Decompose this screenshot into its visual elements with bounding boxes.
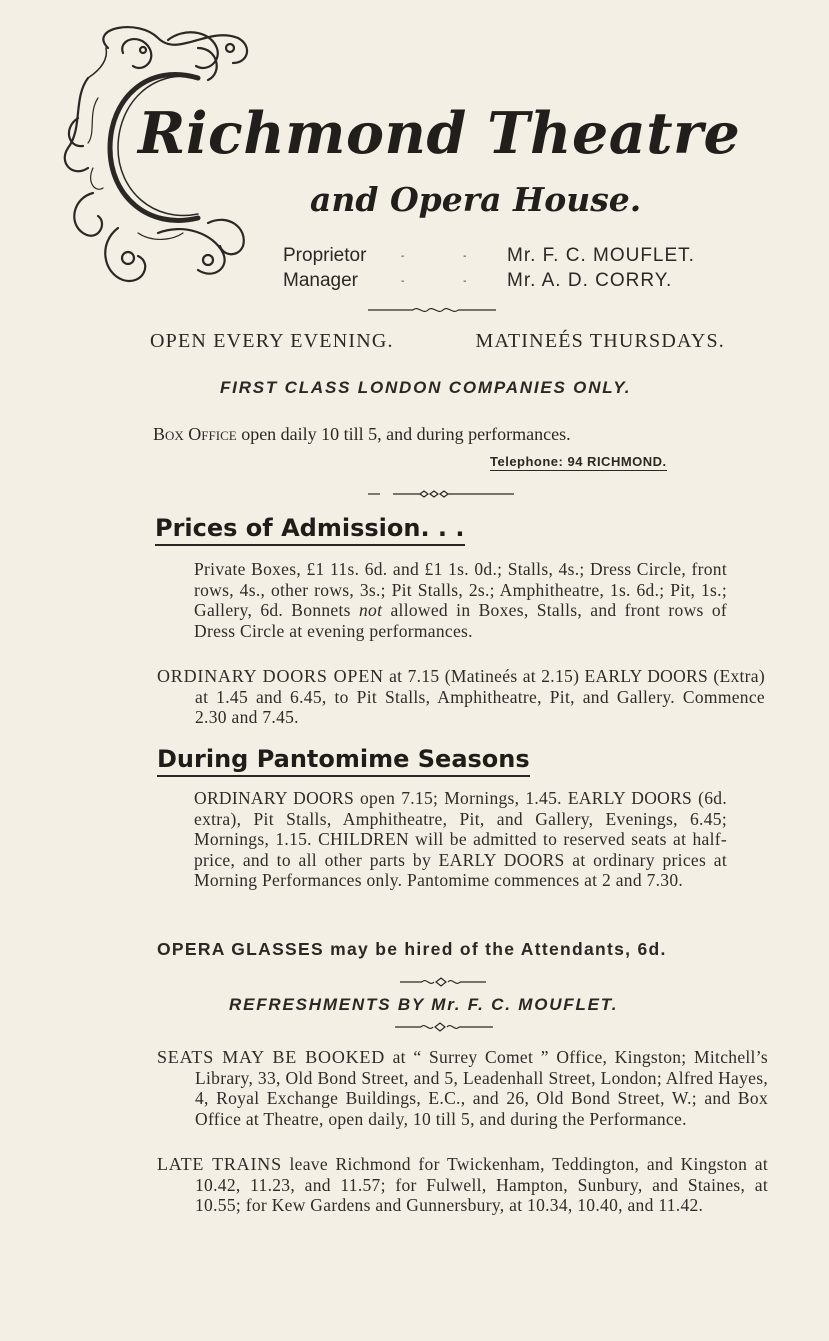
prices-heading: Prices of Admission. . . bbox=[155, 514, 465, 546]
staff-separator: - - bbox=[401, 276, 495, 287]
staff-role: Manager bbox=[283, 270, 358, 291]
booking-text: at “ Surrey Comet ” Office, Kingston; Mitchell’s Library, 33, Old Bond Street, and 5, Leadenhall Street, London; Alfred Hayes, 4, Royal Exchange Buildings, E.C., and 26, Old Bond Street, W.; and Box Office at Theatre, open daily, 10 till 5, and during the Performance. bbox=[195, 1047, 768, 1129]
staff-separator: - - bbox=[401, 251, 495, 262]
doors-paragraph bbox=[157, 666, 765, 728]
staff-name: Mr. A. D. CORRY. bbox=[507, 270, 673, 291]
open-evening-text: OPEN EVERY EVENING. bbox=[150, 330, 394, 352]
trains-text: leave Richmond for Twickenham, Teddington, and Kingston at 10.42, 11.23, and 11.57; for Fulwell, Hampton, Sunbury, and Staines, at 10.55; for Kew Gardens and Gunnersbury, at 10.34, 10.40, and 11.42. bbox=[195, 1154, 768, 1215]
doors-text: at 7.15 (Matineés at 2.15) EARLY DOORS (Extra) at 1.45 and 6.45, to Pit Stalls, Amphitheatre, Pit, and Gallery. Commence 2.30 and 7.45. bbox=[195, 666, 765, 727]
refreshments-note: REFRESHMENTS BY Mr. F. C. MOUFLET. bbox=[229, 995, 619, 1014]
flourish-divider-icon bbox=[395, 1021, 493, 1033]
prices-text: Private Boxes, £1 11s. 6d. and £1 1s. 0d.; Stalls, 4s.; Dress Circle, front rows, 4s., other rows, 3s.; Pit Stalls, 2s.; Amphitheatre, 1s. 6d.; Pit, 1s.; Gallery, 6d. Bonnets bbox=[194, 559, 727, 620]
trains-paragraph bbox=[157, 1154, 768, 1216]
flourish-divider-icon bbox=[368, 488, 514, 500]
manager-line bbox=[283, 270, 733, 294]
telephone-number: Telephone: 94 RICHMOND. bbox=[490, 454, 667, 469]
proprietor-line bbox=[283, 245, 733, 269]
pantomime-paragraph: ORDINARY DOORS open 7.15; Mornings, 1.45. EARLY DOORS (6d. extra), Pit Stalls, Amphitheatre, Pit, and Gallery, Evenings, 6.45; Mornings, 1.15. CHILDREN will be admitted to reserved seats at half-price, and to all other parts by EARLY DOORS at ordinary prices at Morning Performances only. Pantomime commences at 2 and 7.30. bbox=[194, 788, 727, 890]
doors-lead: ORDINARY DOORS OPEN bbox=[157, 666, 384, 686]
booking-lead: SEATS MAY BE BOOKED bbox=[157, 1047, 386, 1067]
theatre-title: Richmond Theatre bbox=[138, 100, 741, 167]
companies-note: FIRST CLASS LONDON COMPANIES ONLY. bbox=[220, 378, 632, 397]
prices-text-end: allowed in Boxes, Stalls, and front rows of Dress Circle at evening performances. bbox=[194, 600, 727, 641]
booking-paragraph bbox=[157, 1047, 768, 1129]
theatre-subtitle: and Opera House. bbox=[310, 180, 642, 219]
box-office-line bbox=[153, 424, 725, 445]
staff-name: Mr. F. C. MOUFLET. bbox=[507, 245, 695, 266]
opera-glasses-note: OPERA GLASSES may be hired of the Attendants, 6d. bbox=[157, 939, 667, 959]
pantomime-heading: During Pantomime Seasons bbox=[157, 745, 530, 777]
prices-paragraph bbox=[194, 559, 727, 641]
box-office-text: open daily 10 till 5, and during performances. bbox=[241, 424, 571, 444]
prices-emphasis: not bbox=[358, 600, 383, 620]
schedule-line bbox=[150, 330, 725, 353]
flourish-divider-icon bbox=[400, 976, 486, 988]
staff-role: Proprietor bbox=[283, 245, 367, 266]
box-office-label: Box Office bbox=[153, 424, 237, 444]
trains-lead: LATE TRAINS bbox=[157, 1154, 282, 1174]
flourish-divider-icon bbox=[368, 304, 496, 316]
matinees-text: MATINEÉS THURSDAYS. bbox=[475, 330, 725, 352]
